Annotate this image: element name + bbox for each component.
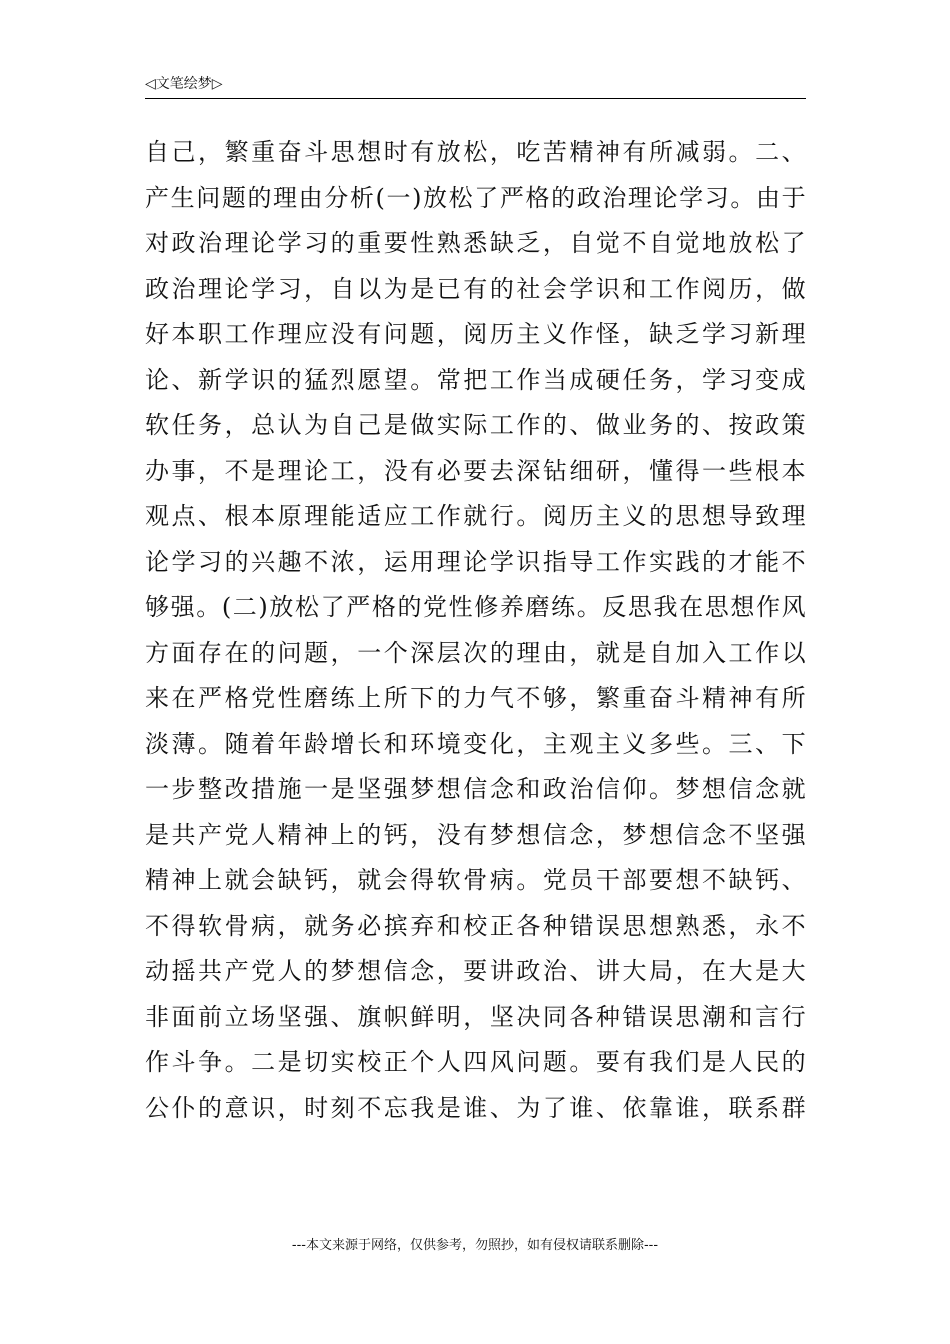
text-line: 自己，繁重奋斗思想时有放松，吃苦精神有所减弱。二、 <box>145 138 806 166</box>
text-line: 是共产党人精神上的钙，没有梦想信念，梦想信念不坚强 <box>145 820 806 849</box>
header-title: ◁文笔绘梦▷ <box>145 76 223 92</box>
text-line: 好本职工作理应没有问题，阅历主义作怪，缺乏学习新理 <box>145 320 806 348</box>
text-line: 够强。(二)放松了严格的党性修养磨练。反思我在思想作风 <box>145 593 806 621</box>
text-line: 非面前立场坚强、旗帜鲜明，坚决同各种错误思潮和言行 <box>145 1002 806 1031</box>
text-line: 论学习的兴趣不浓，运用理论学识指导工作实践的才能不 <box>145 547 806 576</box>
text-line: 对政治理论学习的重要性熟悉缺乏，自觉不自觉地放松了 <box>145 229 806 257</box>
text-line: 观点、根本原理能适应工作就行。阅历主义的思想导致理 <box>145 502 806 530</box>
page-header <box>145 74 806 99</box>
text-line: 软任务，总认为自己是做实际工作的、做业务的、按政策 <box>145 411 806 439</box>
text-line: 不得软骨病，就务必摈弃和校正各种错误思想熟悉，永不 <box>145 911 806 940</box>
text-line: 公仆的意识，时刻不忘我是谁、为了谁、依靠谁，联系群 <box>145 1093 806 1122</box>
document-body <box>145 130 806 1131</box>
text-line: 精神上就会缺钙，就会得软骨病。党员干部要想不缺钙、 <box>145 866 806 894</box>
text-line: 来在严格党性磨练上所下的力气不够，繁重奋斗精神有所 <box>145 684 806 712</box>
text-line: 一步整改措施一是坚强梦想信念和政治信仰。梦想信念就 <box>145 775 806 803</box>
text-line: 产生问题的理由分析(一)放松了严格的政治理论学习。由于 <box>145 183 806 212</box>
text-line: 动摇共产党人的梦想信念，要讲政治、讲大局，在大是大 <box>145 957 806 985</box>
text-line: 作斗争。二是切实校正个人四风问题。要有我们是人民的 <box>145 1048 806 1076</box>
text-line: 政治理论学习，自以为是已有的社会学识和工作阅历，做 <box>145 274 806 303</box>
text-line: 淡薄。随着年龄增长和环境变化，主观主义多些。三、下 <box>145 729 806 758</box>
text-line: 方面存在的问题，一个深层次的理由，就是自加入工作以 <box>145 638 806 667</box>
text-line: 办事，不是理论工，没有必要去深钻细研，懂得一些根本 <box>145 456 806 485</box>
text-line: 论、新学识的猛烈愿望。常把工作当成硬任务，学习变成 <box>145 365 806 394</box>
page-footer: ---本文来源于网络，仅供参考，勿照抄，如有侵权请联系删除--- <box>291 1238 659 1253</box>
